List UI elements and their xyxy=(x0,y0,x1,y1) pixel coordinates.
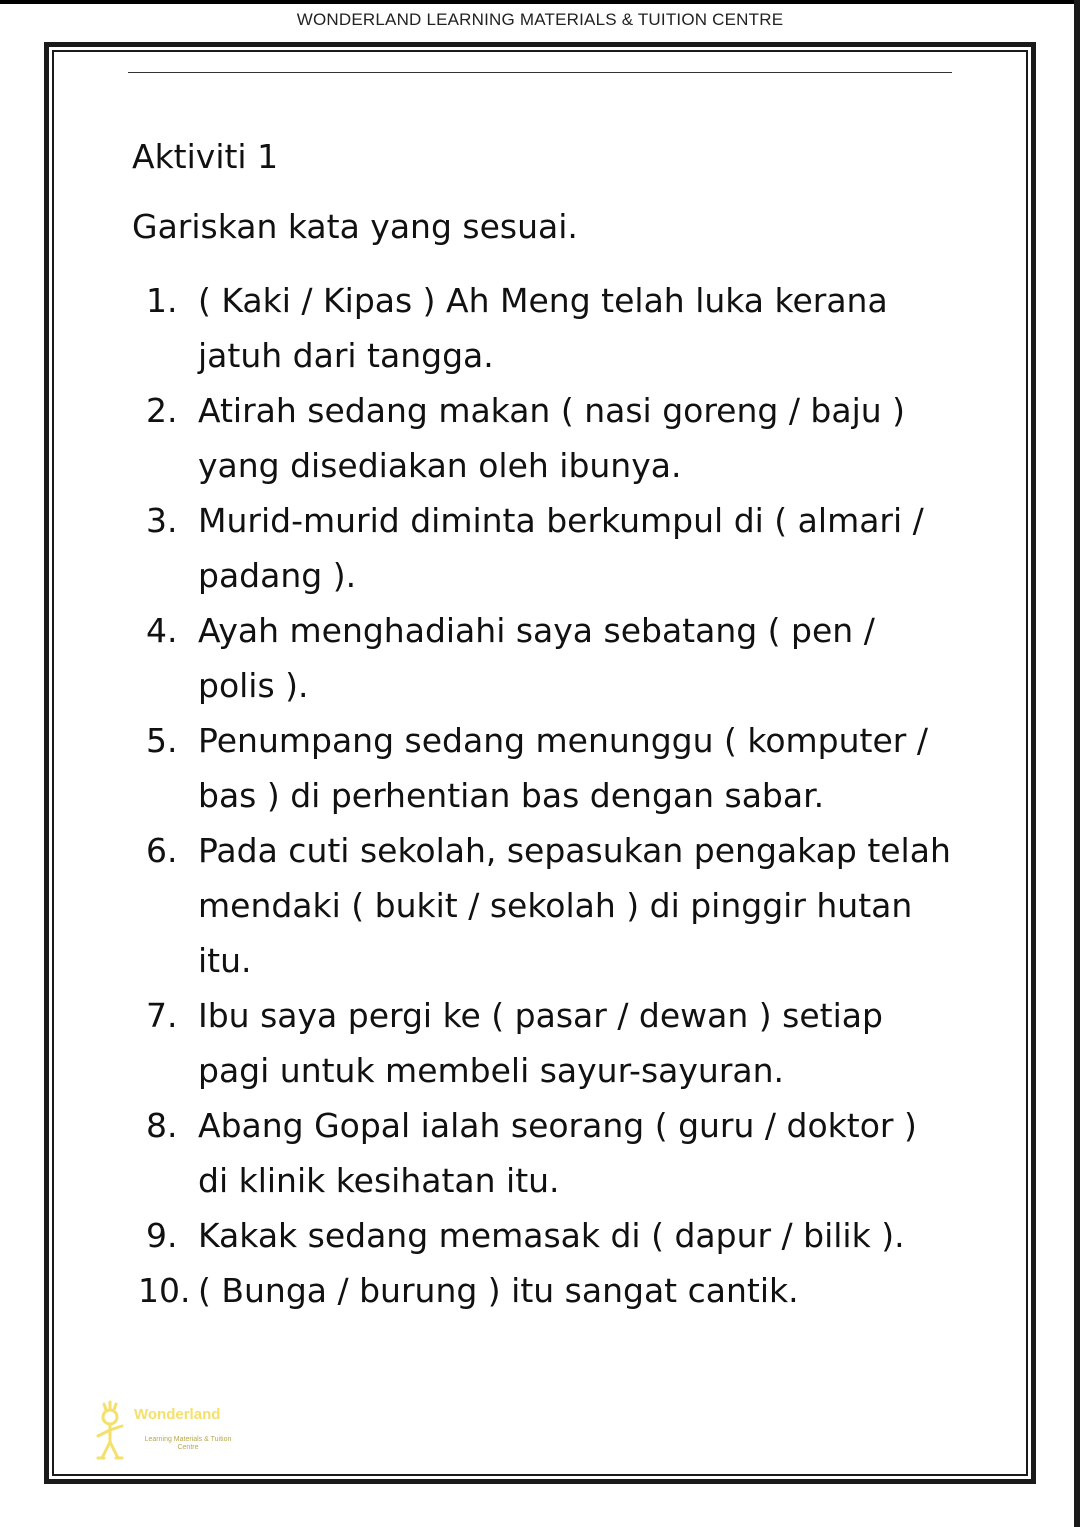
question-number: 4. xyxy=(146,611,178,650)
question-number: 10. xyxy=(138,1271,191,1310)
question-text: Ibu saya pergi ke ( pasar / dewan ) setiap pagi untuk membeli sayur-sayuran. xyxy=(198,996,883,1090)
question-text: Abang Gopal ialah seorang ( guru / doktor ) di klinik kesihatan itu. xyxy=(198,1106,917,1200)
question-number: 8. xyxy=(146,1106,178,1145)
question-number: 2. xyxy=(146,391,178,430)
question-number: 6. xyxy=(146,831,178,870)
question-item xyxy=(132,988,952,1098)
question-item xyxy=(132,493,952,603)
question-number: 1. xyxy=(146,281,178,320)
question-text: Ayah menghadiahi saya sebatang ( pen / polis ). xyxy=(198,611,875,705)
header-divider xyxy=(128,72,952,73)
question-number: 9. xyxy=(146,1216,178,1255)
question-text: Pada cuti sekolah, sepasukan pengakap telah mendaki ( bukit / sekolah ) di pinggir hutan itu. xyxy=(198,831,951,980)
question-item xyxy=(132,1098,952,1208)
question-text: ( Bunga / burung ) itu sangat cantik. xyxy=(198,1271,799,1310)
side-border-strip xyxy=(1074,0,1080,1527)
child-figure-icon xyxy=(90,1400,130,1464)
instruction-text: Gariskan kata yang sesuai. xyxy=(132,207,578,246)
question-number: 7. xyxy=(146,996,178,1035)
question-item xyxy=(132,713,952,823)
question-list xyxy=(132,273,952,1318)
question-number: 3. xyxy=(146,501,178,540)
question-item xyxy=(132,273,952,383)
logo-name: Wonderland xyxy=(134,1406,221,1423)
top-border-strip xyxy=(0,0,1080,4)
question-item xyxy=(132,383,952,493)
question-item xyxy=(132,823,952,988)
question-text: Kakak sedang memasak di ( dapur / bilik ). xyxy=(198,1216,905,1255)
header-title: WONDERLAND LEARNING MATERIALS & TUITION CENTRE xyxy=(296,10,784,29)
question-item xyxy=(132,1263,952,1318)
question-text: Penumpang sedang menunggu ( komputer / bas ) di perhentian bas dengan sabar. xyxy=(198,721,928,815)
question-text: Atirah sedang makan ( nasi goreng / baju ) yang disediakan oleh ibunya. xyxy=(198,391,906,485)
wonderland-logo xyxy=(90,1400,260,1464)
question-item xyxy=(132,603,952,713)
question-text: Murid-murid diminta berkumpul di ( almari / padang ). xyxy=(198,501,924,595)
question-item xyxy=(132,1208,952,1263)
worksheet-content xyxy=(132,133,952,1318)
question-text: ( Kaki / Kipas ) Ah Meng telah luka kerana jatuh dari tangga. xyxy=(198,281,888,375)
question-number: 5. xyxy=(146,721,178,760)
activity-title: Aktiviti 1 xyxy=(132,137,279,176)
logo-subtitle: Learning Materials & Tuition Centre xyxy=(144,1436,232,1451)
